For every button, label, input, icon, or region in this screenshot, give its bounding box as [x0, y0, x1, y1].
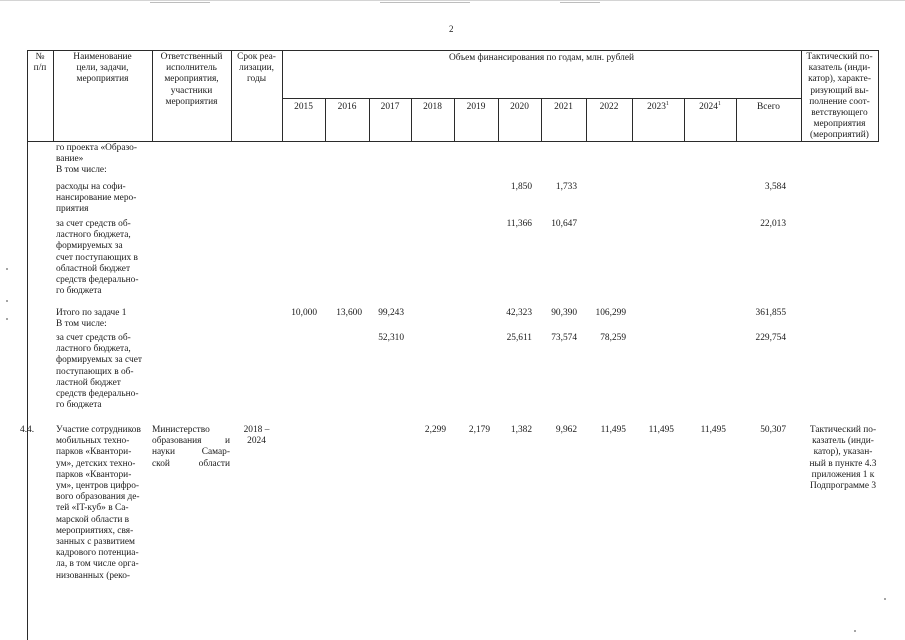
header-col-indicator: Тактический по- казатель (инди- катор), характе- ризующий вы- полнение соот- ветствующего мероприятия (мероприятий): [806, 52, 873, 141]
r6-2019: 2,179: [468, 425, 490, 435]
r4-2017: 99,243: [378, 308, 404, 318]
year-2023-cell: [632, 102, 684, 113]
year-2023: 2023: [647, 102, 666, 112]
row-name-task1-total: Итого по задаче 1 В том числе:: [56, 308, 127, 330]
r6-responsible: Министерство образования и науки Самар- ской области: [152, 425, 230, 469]
r3-2020: 11,366: [506, 219, 532, 229]
r5-2017: 52,310: [378, 333, 404, 343]
r4-total: 361,855: [755, 308, 786, 318]
footnote-mark: 1: [665, 100, 669, 107]
r4-2016: 13,600: [336, 308, 362, 318]
table-right-border: [878, 50, 879, 142]
r6-total: 50,307: [760, 425, 786, 435]
scan-speck: [6, 300, 8, 302]
header-col-funding: Объем финансирования по годам, млн. рублей: [448, 53, 635, 63]
r4-2021: 90,390: [551, 308, 577, 318]
scan-mark: [150, 2, 210, 3]
header-bottom-line: [27, 141, 878, 142]
r6-indicator: Тактический по- казатель (инди- катор), указан- ный в пункте 4.3 приложения 1 к Подпрограмме 3: [809, 425, 877, 492]
r5-2020: 25,611: [506, 333, 532, 343]
r2-2020: 1,850: [510, 182, 532, 192]
footnote-mark: 1: [717, 100, 721, 107]
r4-2022: 106,299: [595, 308, 626, 318]
scan-speck: [884, 598, 886, 600]
year-2019: 2019: [466, 102, 486, 112]
row-name-regional-budget: за счет средств об- ластного бюджета, формируемых за счет поступающих в областной бюджет средств федерально- го бюджета: [56, 219, 139, 297]
scan-speck: [6, 268, 8, 270]
year-2015: 2015: [294, 102, 313, 112]
scan-mark: [560, 2, 600, 3]
header-col-no: № п/п: [33, 52, 47, 74]
scan-edge: [0, 0, 905, 1]
r5-2022: 78,259: [600, 333, 626, 343]
year-2017: 2017: [380, 102, 400, 112]
r4-2015: 10,000: [291, 308, 317, 318]
r3-total: 22,013: [760, 219, 786, 229]
year-2024: 2024: [699, 102, 718, 112]
r6-2018: 2,299: [424, 425, 446, 435]
year-2022: 2022: [599, 102, 619, 112]
r5-2021: 73,574: [551, 333, 577, 343]
row-name-cofinancing: расходы на софи- нансирование меро- приятия: [56, 182, 137, 215]
r6-item-number: 4.4.: [20, 425, 35, 435]
r6-term: 2018 – 2024: [243, 425, 270, 447]
year-2021: 2021: [554, 102, 573, 112]
header-col-name: Наименование цели, задачи, мероприятия: [73, 52, 132, 85]
year-total: Всего: [757, 102, 780, 112]
table-left-border: [27, 50, 28, 640]
scan-mark: [380, 2, 470, 3]
scan-speck: [6, 318, 8, 320]
r6-2024: 11,495: [700, 425, 726, 435]
table-top-border: [27, 50, 878, 51]
r3-2021: 10,647: [551, 219, 577, 229]
row-name-task1-regional: за счет средств об- ластного бюджета, формируемых за счет поступающих в об- ластной бюджет средств федерально- го бюджета: [56, 333, 142, 411]
r6-name: Участие сотрудников мобильных техно- парков «Квантори- ум», детских техно- парков «Квантори- ум», центров цифро- вого образования де- тей «IT-куб» в Са- марской области в мероприятиях, свя- занных с развитием кадрового потенциа- ла, в том числе орга- низованных (реко-: [56, 425, 141, 581]
year-2024-cell: [684, 102, 736, 113]
r4-2020: 42,323: [506, 308, 532, 318]
year-2018: 2018: [423, 102, 442, 112]
header-col-term: Срок реа- лизации, годы: [237, 52, 276, 85]
r2-2021: 1,733: [555, 182, 577, 192]
row-name-project-end: го проекта «Образо- вание» В том числе:: [56, 143, 137, 176]
scan-speck: [854, 630, 856, 632]
year-2020: 2020: [510, 102, 529, 112]
r6-2022: 11,495: [600, 425, 626, 435]
r6-2020: 1,382: [510, 425, 532, 435]
page-number: 2: [449, 24, 454, 34]
r6-2021: 9,962: [555, 425, 577, 435]
r5-total: 229,754: [755, 333, 786, 343]
r6-2023: 11,495: [648, 425, 674, 435]
r2-total: 3,584: [764, 182, 786, 192]
year-2016: 2016: [337, 102, 357, 112]
header-col-responsible: Ответственный исполнитель мероприятия, участники мероприятия: [160, 52, 223, 107]
